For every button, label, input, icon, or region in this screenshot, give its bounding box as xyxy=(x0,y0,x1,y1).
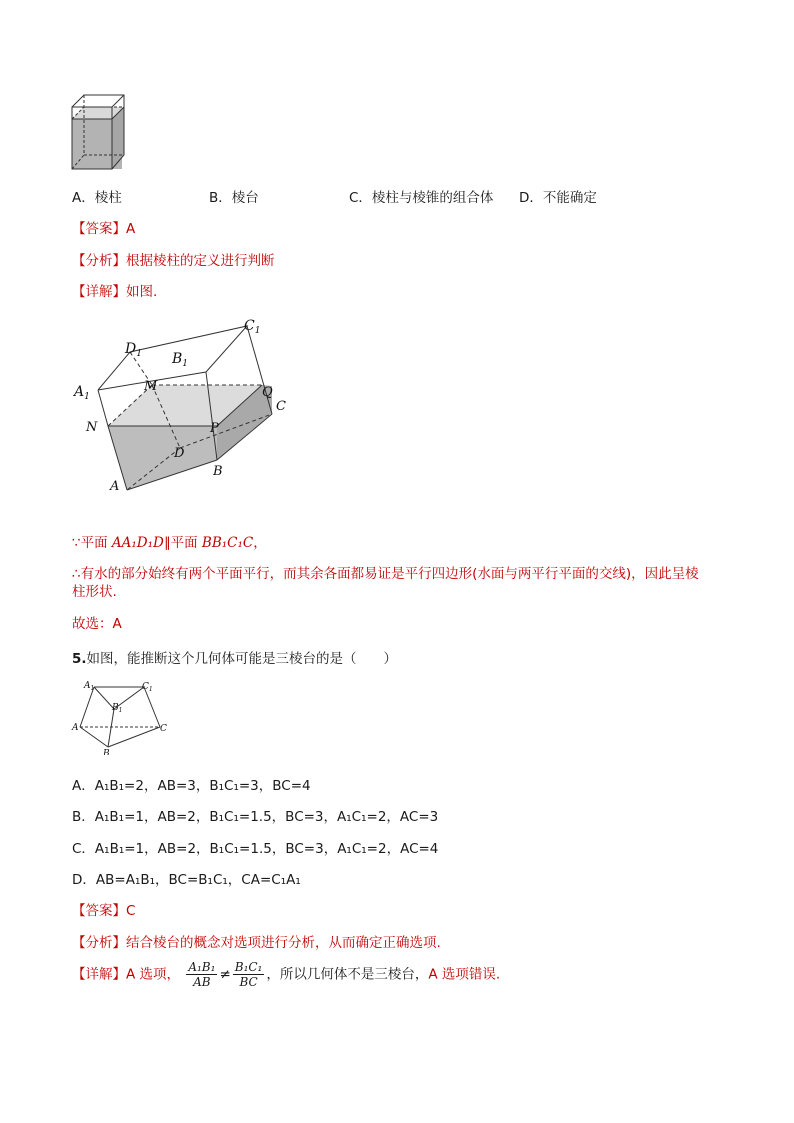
svg-text:A: A xyxy=(110,479,120,494)
fraction-b1c1-over-bc: $\frac{\text{B₁C₁}}{BC}$ xyxy=(234,960,263,989)
q4-option-b: B．棱台 xyxy=(209,190,259,206)
svg-text:A1: $A_1$ xyxy=(74,384,90,402)
q5-option-c: C．A₁B₁=1，AB=2，B₁C₁=1.5，BC=3，A₁C₁=2，AC=4 xyxy=(72,841,439,857)
svg-text:N: N xyxy=(86,420,98,435)
q5-option-b: B．A₁B₁=1，AB=2，B₁C₁=1.5，BC=3，A₁C₁=2，AC=3 xyxy=(72,809,439,825)
svg-text:C: C xyxy=(276,399,286,414)
svg-text:D: D xyxy=(174,446,185,461)
svg-text:M: M xyxy=(144,379,158,394)
q5-analysis: 【分析】结合棱台的概念对选项进行分析，从而确定正确选项. xyxy=(72,935,441,951)
q4-option-c: C．棱柱与棱锥的组合体 xyxy=(349,190,494,206)
q5-option-d: D．AB=A₁B₁，BC=B₁C₁，CA=C₁A₁ xyxy=(72,872,301,888)
q5-stem: 5.如图，能推断这个几何体可能是三棱台的是（ ） xyxy=(72,651,398,667)
svg-text:B: B xyxy=(213,464,223,479)
prism-water-figure xyxy=(72,318,302,498)
svg-text:B1: $B_1$ xyxy=(172,351,189,369)
q4-detail: 【详解】如图. xyxy=(72,284,158,300)
svg-text:D1: $D_1$ xyxy=(125,341,142,359)
q4-answer: 【答案】A xyxy=(72,221,136,237)
q4-choose: 故选：A xyxy=(72,616,122,632)
fraction-a1b1-over-ab: $\frac{\text{A₁B₁}}{AB}$ xyxy=(188,960,216,989)
q4-analysis: 【分析】根据棱柱的定义进行判断 xyxy=(72,253,275,269)
svg-text:P: P xyxy=(210,421,219,436)
svg-text:C1: $C_1$ xyxy=(244,318,261,336)
svg-text:B1: $B_1$ xyxy=(112,703,123,714)
svg-text:C: C xyxy=(160,724,167,734)
svg-text:B: B xyxy=(103,749,110,755)
svg-text:Q: Q xyxy=(262,385,273,400)
q4-option-d: D．不能确定 xyxy=(519,190,597,206)
q5-answer: 【答案】C xyxy=(72,903,136,919)
q4-parallel-statement: ∵平面 AA₁D₁D∥平面 BB₁C₁C， xyxy=(72,535,267,551)
svg-text:A: A xyxy=(72,723,79,733)
q5-detail: 【详解】A 选项， $\frac{\text{A₁B₁}}{AB}$ ≠ $\frac{\text{B₁C₁}}{BC}$ ，所以几何体不是三棱台，A 选项错误. xyxy=(72,960,501,989)
q4-reasoning-line2: 柱形状. xyxy=(72,584,117,600)
svg-text:C1: $C_1$ xyxy=(142,682,153,693)
q5-option-a: A．A₁B₁=2，AB=3，B₁C₁=3，BC=4 xyxy=(72,778,311,794)
cube-water-figure xyxy=(70,93,130,173)
frustum-figure xyxy=(70,677,170,755)
q4-reasoning-line1: ∴有水的部分始终有两个平面平行，而其余各面都易证是平行四边形(水面与两平行平面的交线)，因此呈棱 xyxy=(72,566,699,582)
q4-option-a: A．棱柱 xyxy=(72,190,122,206)
svg-text:A1: $A_1$ xyxy=(84,681,95,692)
